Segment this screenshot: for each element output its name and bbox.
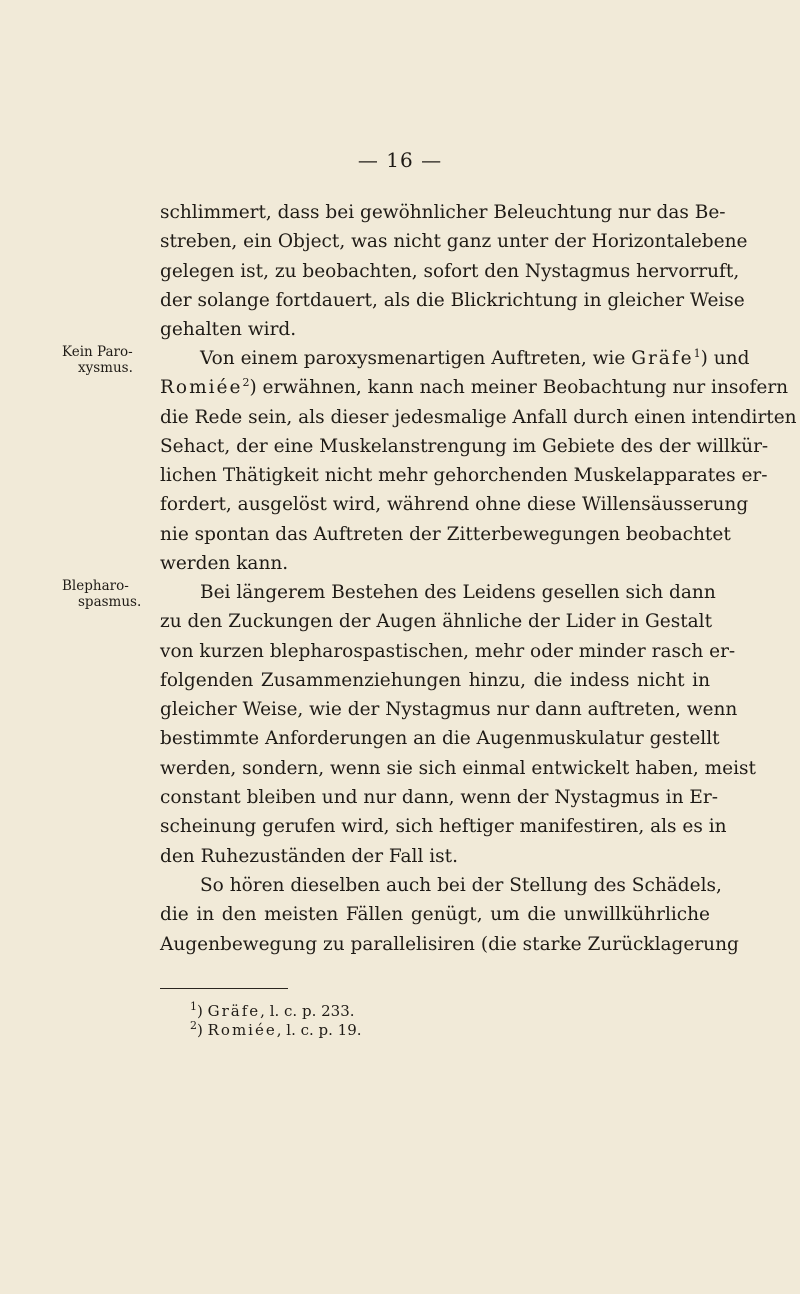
text-fragment: ) erwähnen, kann nach meiner Beobachtung nur insofern <box>249 377 789 399</box>
footnote-marker: 2 <box>190 1019 197 1032</box>
footnote-author: Gräfe <box>207 1002 261 1020</box>
margin-note-line: Blepharo- <box>62 578 129 594</box>
text-line <box>160 344 750 373</box>
text-line: gleicher Weise, wie der Nystagmus nur dann auftreten, wenn <box>160 699 738 721</box>
text-line: Sehact, der eine Muskelanstrengung im Gebiete des der willkür- <box>160 435 769 457</box>
text-line: Augenbewegung zu parallelisiren (die starke Zurücklagerung <box>160 933 739 955</box>
text-line: bestimmte Anforderungen an die Augenmuskulatur gestellt <box>160 728 720 750</box>
text-line: von kurzen blepharospastischen, mehr oder minder rasch er- <box>160 640 736 662</box>
text-line: den Ruhezuständen der Fall ist. <box>160 845 458 867</box>
margin-note-line: Kein Paro- <box>62 344 133 360</box>
text-line: werden, sondern, wenn sie sich einmal entwickelt haben, meist <box>160 757 756 779</box>
margin-note-line: spasmus. <box>78 594 142 610</box>
margin-note-paroxysmus <box>62 344 157 376</box>
text-line: constant bleiben und nur dann, wenn der Nystagmus in Er- <box>160 787 718 809</box>
author-name-romiee: Romiée <box>160 377 243 399</box>
margin-note-line: xysmus. <box>78 360 133 376</box>
paragraph-1 <box>160 198 748 344</box>
text-line: zu den Zuckungen der Augen ähnliche der Lider in Gestalt <box>160 611 713 633</box>
footnote-marker: 1 <box>190 1000 197 1013</box>
text-line: nie spontan das Auftreten der Zitterbewegungen beobachtet <box>160 523 731 545</box>
author-name-graefe: Gräfe <box>631 348 694 369</box>
margin-note-blepharospasmus <box>62 578 157 610</box>
footnotes <box>190 1002 362 1040</box>
paragraph-4 <box>160 871 739 959</box>
text-line: So hören dieselben auch bei der Stellung des Schädels, <box>200 875 722 896</box>
text-fragment: ) und <box>700 348 750 369</box>
text-line: werden kann. <box>160 553 289 575</box>
text-line: Bei längerem Bestehen des Leidens gesellen sich dann <box>200 582 716 603</box>
paragraph-2 <box>160 344 797 578</box>
page-number: — 16 — <box>357 148 443 172</box>
footnote-author: Romiée <box>207 1021 277 1039</box>
text-line: schlimmert, dass bei gewöhnlicher Beleuchtung nur das Be- <box>160 202 726 223</box>
text-line: gehalten wird. <box>160 319 297 341</box>
text-line: streben, ein Object, was nicht ganz unter der Horizontalebene <box>160 231 748 253</box>
text-line: die Rede sein, als dieser jedesmalige Anfall durch einen intendirten <box>160 406 797 428</box>
footnote-text: , l. c. p. 233. <box>260 1002 355 1020</box>
text-line: fordert, ausgelöst wird, während ohne diese Willensäusserung <box>160 494 749 516</box>
text-line: die in den meisten Fällen genügt, um die unwillkührliche <box>160 904 710 926</box>
footnote: $^2$) Romiée, l. c. p. 19. <box>190 1019 362 1039</box>
text-fragment: Von einem paroxysmenartigen Auftreten, wie <box>200 348 632 369</box>
footnote-reference: 1 <box>693 346 701 360</box>
paragraph-3 <box>160 578 756 871</box>
footnote-text: , l. c. p. 19. <box>276 1021 362 1039</box>
text-line: gelegen ist, zu beobachten, sofort den Nystagmus hervorruft, <box>160 260 740 282</box>
footnote: $^1$) Gräfe, l. c. p. 233. <box>190 1000 355 1020</box>
footnote-reference: 2 <box>242 376 250 390</box>
text-line: folgenden Zusammenziehungen hinzu, die indess nicht in <box>160 669 710 691</box>
footnote-divider <box>160 988 288 989</box>
text-line: der solange fortdauert, als die Blickrichtung in gleicher Weise <box>160 289 745 311</box>
text-line <box>160 373 789 402</box>
text-line: scheinung gerufen wird, sich heftiger manifestiren, als es in <box>160 816 727 838</box>
text-line: lichen Thätigkeit nicht mehr gehorchenden Muskelapparates er- <box>160 465 768 487</box>
